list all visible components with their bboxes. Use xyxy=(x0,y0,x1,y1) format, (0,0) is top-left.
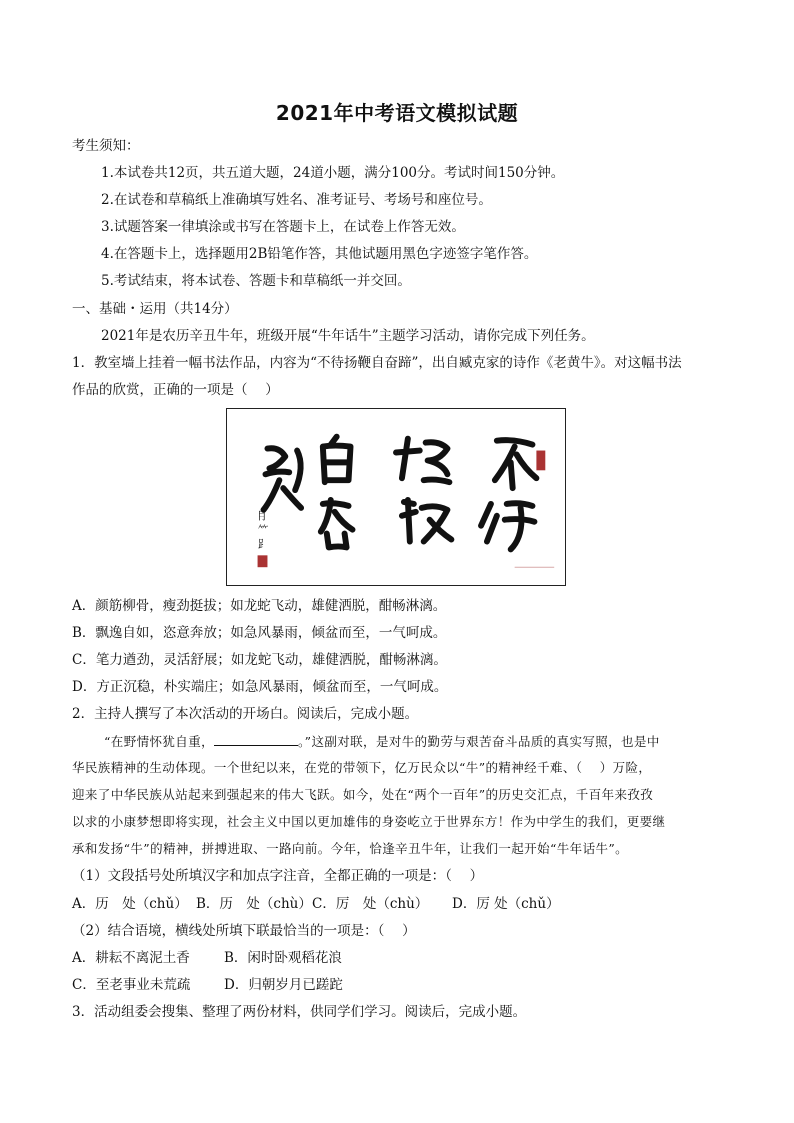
option-d: D．归朝岁月已蹉跎 xyxy=(224,977,343,993)
artist-signature-glyph: ⺮ xyxy=(257,523,269,537)
notice-item: 5.考试结束，将本试卷、答题卡和草稿纸一并交回。 xyxy=(101,273,411,289)
passage-text: “在野情怀犹自重， xyxy=(104,734,214,749)
option-c: C．厉 处（chù） xyxy=(312,896,429,912)
seal-stamp xyxy=(258,555,268,567)
calligraphy-image xyxy=(226,408,566,586)
artist-signature-glyph: ⺝ xyxy=(257,509,269,523)
passage-line: 以求的小康梦想即将实现，社会主义中国以更加雄伟的身姿屹立于世界东方！作为中学生的我们，更要继 xyxy=(72,814,666,829)
option-b: B．历 处（chù） xyxy=(196,896,312,912)
option-d: D．厉 处（chǔ） xyxy=(452,896,560,912)
sub-question-2-stem: （2）结合语境，横线处所填下联最恰当的一项是：（ ） xyxy=(72,923,416,939)
answer-blank xyxy=(214,731,298,746)
question-3-stem: 3．活动组委会搜集、整理了两份材料，供同学们学习。阅读后，完成小题。 xyxy=(72,1004,527,1020)
option-a: A．颜筋柳骨，瘦劲挺拔；如龙蛇飞动，雄健洒脱，酣畅淋漓。 xyxy=(72,598,447,614)
option-d: D．方正沉稳，朴实端庄；如急风暴雨，倾盆而至，一气呵成。 xyxy=(72,679,448,695)
option-b: B．闲时卧观稻花浪 xyxy=(224,950,342,966)
notice-item: 2.在试卷和草稿纸上准确填写姓名、准考证号、考场号和座位号。 xyxy=(101,192,492,208)
sub-question-1-stem: （1）文段括号处所填汉字和加点字注音，全都正确的一项是：（ ） xyxy=(72,868,484,884)
section-heading: 一、基础・运用（共14分） xyxy=(72,301,238,317)
question-1-stem-cont: 作品的欣赏，正确的一项是（ ） xyxy=(72,382,279,398)
notice-item: 3.试题答案一律填涂或书写在答题卡上，在试卷上作答无效。 xyxy=(101,219,465,235)
passage-line: 华民族精神的生动体现。一个世纪以来，在党的带领下，亿万民众以“牛”的精神经千难、（ ）万险， xyxy=(72,760,652,775)
artist-signature-glyph: ⻊ xyxy=(257,537,269,551)
passage-text: 。”这副对联，是对牛的勤劳与艰苦奋斗品质的真实写照，也是中 xyxy=(298,734,660,749)
option-c: C．笔力遒劲，灵活舒展；如龙蛇飞动，雄健洒脱，酣畅淋漓。 xyxy=(72,652,447,668)
page-title: 2021年中考语文模拟试题 xyxy=(275,101,519,125)
option-a: A．历 处（chǔ） xyxy=(72,896,188,912)
question-2-stem: 2．主持人撰写了本次活动的开场白。阅读后，完成小题。 xyxy=(72,706,419,722)
seal-stamp xyxy=(536,451,545,471)
sub-question-1-options xyxy=(72,894,560,914)
option-a: A．耕耘不离泥土香 xyxy=(72,950,190,966)
question-1-stem: 1．教室墙上挂着一幅书法作品，内容为“不待扬鞭自奋蹄”，出自臧克家的诗作《老黄牛》。对这幅书法 xyxy=(72,355,682,371)
passage-line: 迎来了中华民族从站起来到强起来的伟大飞跃。如今，处在“两个一百年”的历史交汇点，千百年来孜孜 xyxy=(72,787,654,802)
notice-item: 1.本试卷共12页，共五道大题，24道小题，满分100分。考试时间150分钟。 xyxy=(101,165,565,181)
notice-item: 4.在答题卡上，选择题用2B铅笔作答，其他试题用黑色字迹签字笔作答。 xyxy=(101,246,538,262)
option-c: C．至老事业未荒疏 xyxy=(72,977,191,993)
passage-line xyxy=(104,731,660,752)
sub-question-2-options-row2 xyxy=(72,975,343,995)
notice-heading: 考生须知： xyxy=(72,138,140,154)
calligraphy-artwork xyxy=(227,409,565,585)
sub-question-2-options-row1 xyxy=(72,948,342,968)
section-intro: 2021年是农历辛丑牛年，班级开展“牛年话牛”主题学习活动，请你完成下列任务。 xyxy=(101,328,595,344)
passage-line: 承和发扬“牛”的精神，拼搏进取、一路向前。今年，恰逢辛丑牛年，让我们一起开始“牛年话牛”。 xyxy=(72,841,629,856)
option-b: B．飘逸自如，恣意奔放；如急风暴雨，倾盆而至，一气呵成。 xyxy=(72,625,447,641)
calligraphy-text: 不待扬鞭自奋蹄 xyxy=(392,507,400,509)
